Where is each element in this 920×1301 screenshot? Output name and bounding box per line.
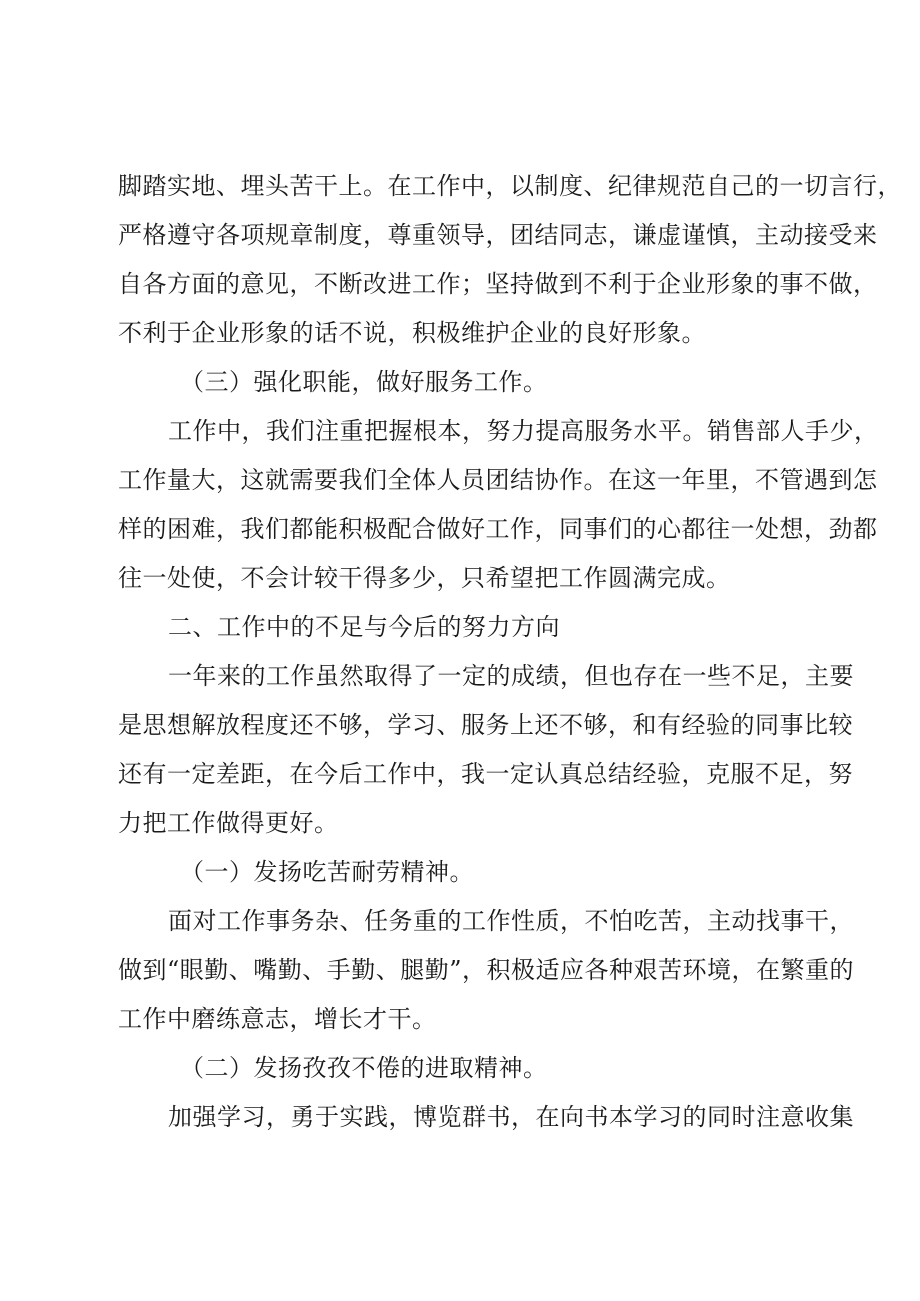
paragraph-line: 工作中，我们注重把握根本，努力提高服务水平。销售部人手少，: [168, 417, 879, 445]
paragraph-line: 往一处使，不会计较干得多少，只希望把工作圆满完成。: [118, 564, 731, 592]
paragraph-line: 工作中磨练意志，增长才干。: [118, 1005, 437, 1033]
paragraph-line: 加强学习，勇于实践，博览群书，在向书本学习的同时注意收集: [168, 1103, 854, 1131]
paragraph-line: 一年来的工作虽然取得了一定的成绩，但也存在一些不足，主要: [168, 662, 854, 690]
paragraph-line: 自各方面的意见，不断改进工作；坚持做到不利于企业形象的事不做，: [118, 270, 878, 298]
paragraph-line: 力把工作做得更好。: [118, 809, 339, 837]
section-heading: 二、工作中的不足与今后的努力方向: [168, 613, 560, 641]
section-heading: （二）发扬孜孜不倦的进取精神。: [180, 1054, 548, 1082]
paragraph-line: 工作量大，这就需要我们全体人员团结协作。在这一年里，不管遇到怎: [118, 466, 878, 494]
paragraph-line: 做到“眼勤、嘴勤、手勤、腿勤”，积极适应各种艰苦环境，在繁重的: [118, 956, 855, 984]
paragraph-line: 严格遵守各项规章制度，尊重领导，团结同志，谦虚谨慎，主动接受来: [118, 221, 878, 249]
section-heading: （一）发扬吃苦耐劳精神。: [180, 858, 474, 886]
paragraph-line: 是思想解放程度还不够，学习、服务上还不够，和有经验的同事比较: [118, 711, 853, 739]
paragraph-line: 面对工作事务杂、任务重的工作性质，不怕吃苦，主动找事干，: [168, 907, 854, 935]
paragraph-line: 脚踏实地、埋头苦干上。在工作中，以制度、纪律规范自己的一切言行，: [118, 172, 902, 200]
section-heading: （三）强化职能，做好服务工作。: [180, 368, 548, 396]
paragraph-line: 样的困难，我们都能积极配合做好工作，同事们的心都往一处想，劲都: [118, 515, 878, 543]
paragraph-line: 不利于企业形象的话不说，积极维护企业的良好形象。: [118, 319, 706, 347]
paragraph-line: 还有一定差距，在今后工作中，我一定认真总结经验，克服不足，努: [118, 760, 853, 788]
